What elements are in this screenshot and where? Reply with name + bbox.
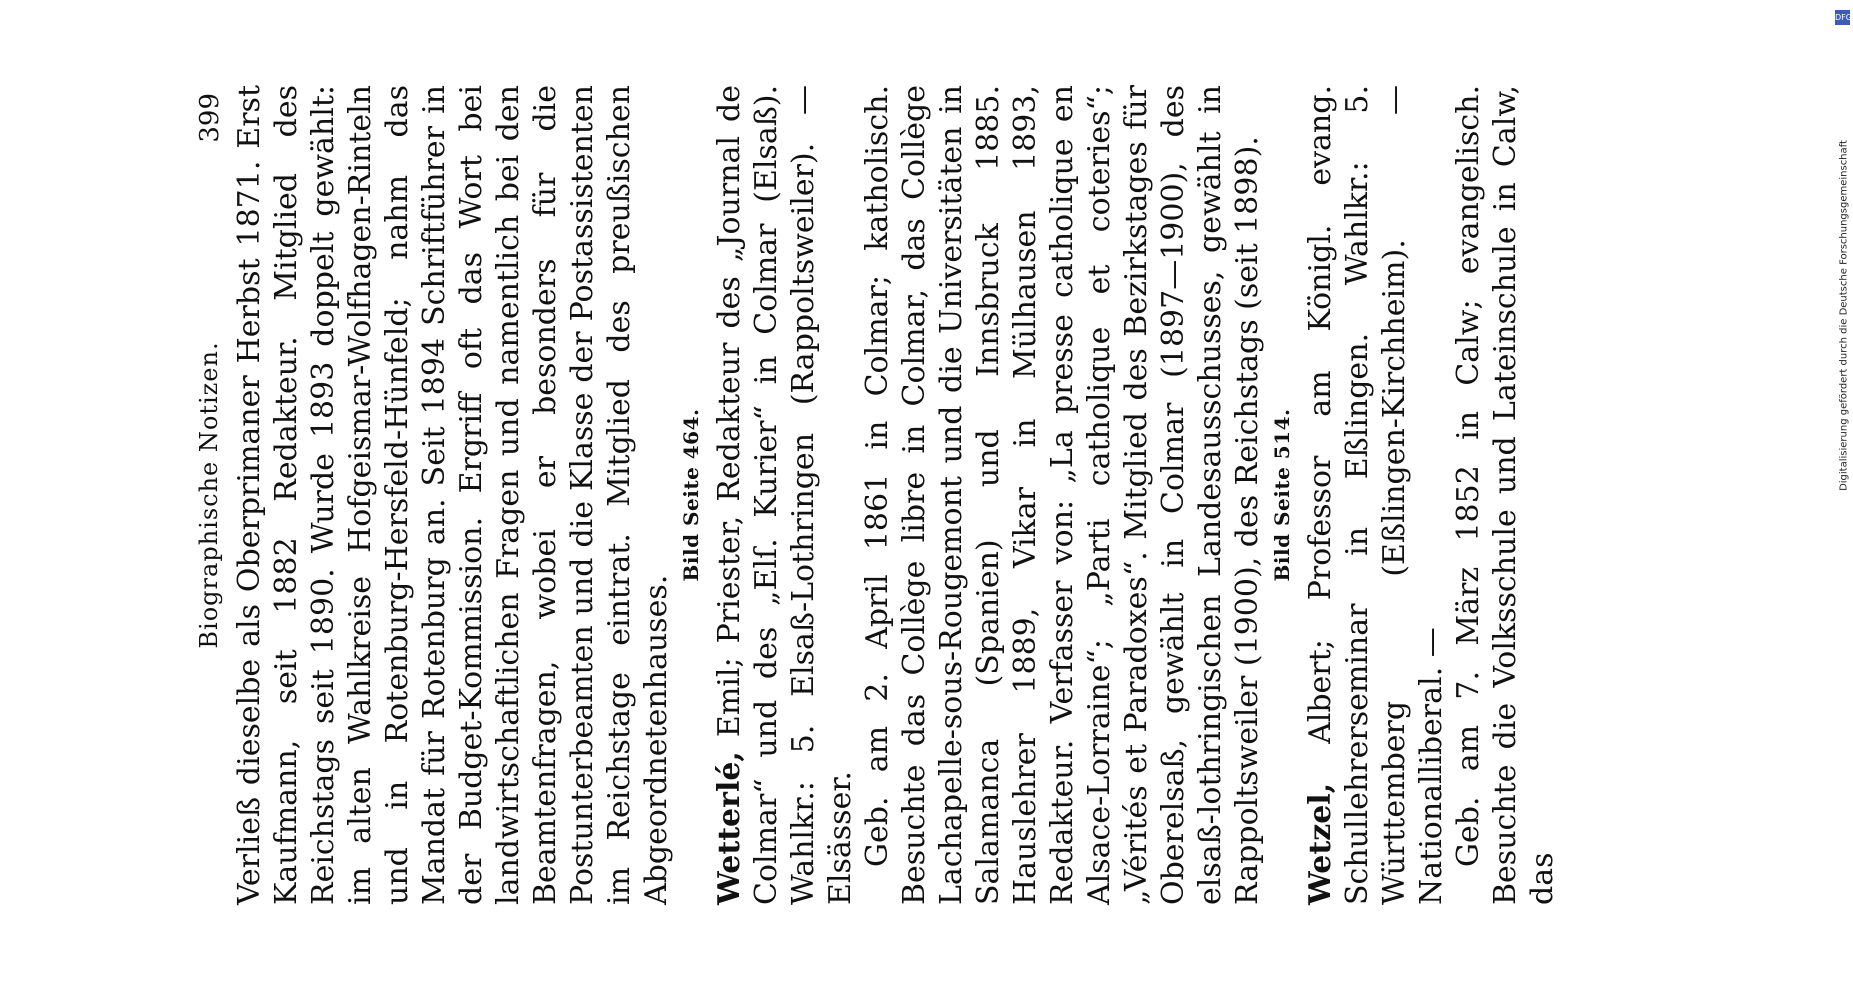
entry-paragraph: Geb. am 2. April 1861 in Colmar; katholisch. Besuchte das Collège libre in Colmar, das Collège Lachapelle-sous-Rougemont und die Universitäten in Salamanca (Spanien) und Innsbruck 1885. Hauslehrer 1889, Vikar in Mülhausen 1893, Redakteur. Verfasser von: „La presse catholique en Alsace-Lorraine“; „Parti catholique et coteries“; „Vérités et Paradoxes“. Mitglied des Bezirkstages für Oberelsaß, gewählt in Colmar (1897—1900), des elsaß-lothringischen Landesausschusses, gewählt in Rappoltsweiler (1900), des Reichstags (seit 1898).	[860, 85, 1265, 905]
entry-name: Wetterlé,	[712, 751, 747, 905]
credit-text: Digitalisierung gefördert durch die Deutsche Forschungsgemeinschaft	[1838, 140, 1850, 491]
entry-paragraph: Geb. am 7. März 1852 in Calw; evangelisch. Besuchte die Volksschule und Lateinschule in Calw, das	[1451, 85, 1560, 905]
dfg-logo-icon: DFG	[1835, 10, 1850, 25]
running-header	[195, 85, 231, 905]
running-title: Biographische Notizen.	[195, 341, 223, 649]
entry-text: Emil; Priester, Redakteur des „Journal de Colmar“ und des „Elſ. Kurier“ in Colmar (Elsaß). Wahlkr.: 5. Elsaß-Lothringen (Rappoltsweiler). — Elsässer.	[712, 85, 858, 905]
digitization-credit	[1834, 10, 1853, 570]
biography-entry-wetterle	[711, 85, 859, 905]
book-page	[195, 85, 1715, 905]
image-reference: Bild Seite 514.	[1270, 408, 1294, 582]
image-reference: Bild Seite 464.	[679, 408, 703, 582]
entry-name: Wetzel,	[1303, 782, 1338, 905]
entry-continuation-text: Verließ dieselbe als Oberprimaner Herbst 1871. Erst Kaufmann, seit 1882 Redakteur. Mitglied des Reichstags seit 1890. Wurde 1893 doppelt gewählt: im alten Wahlkreise Hofgeismar-Wolfhagen-Rinteln und in Rotenburg-Hersfeld-Hünfeld; nahm das Mandat für Rotenburg an. Seit 1894 Schriftführer in der Budget-Kommission. Ergriff oft das Wort bei landwirtschaftlichen Fragen und namentlich bei den Beamtenfragen, wobei er besonders für die Postunterbeamten und die Klasse der Postassistenten im Reichstage eintrat. Mitglied des preußischen Abgeordnetenhauses.	[232, 85, 674, 905]
page-number: 399	[195, 93, 225, 143]
entry-text: Albert; Professor am Königl. evang. Schullehrerseminar in Eßlingen. Wahlkr.: 5. Württemberg (Eßlingen-Kirchheim). — Nationalliberal. —	[1303, 85, 1449, 905]
biography-entry-wetzel	[1302, 85, 1450, 905]
